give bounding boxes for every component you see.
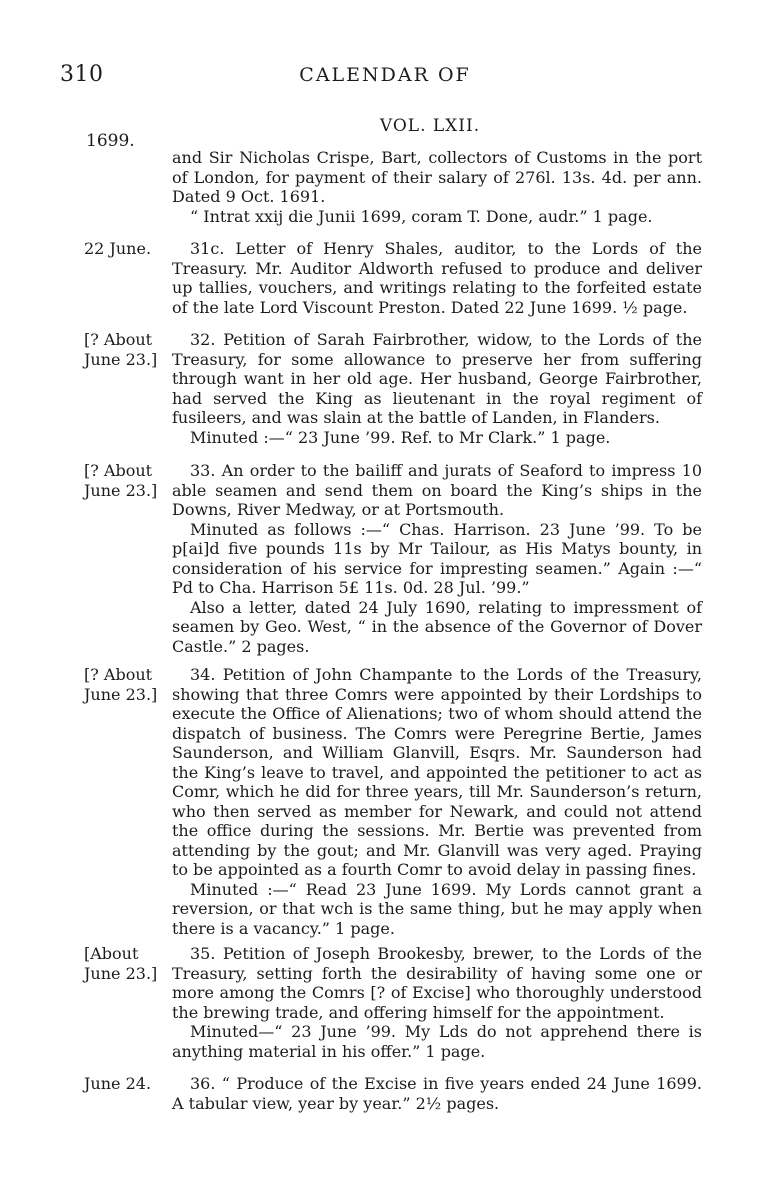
year-marginal: 1699. [86,131,135,151]
entry-paragraph: Also a letter, dated 24 July 1690, relating to impressment of seamen by Geo. West, “ in the absence of the Governor of Dover Castle.” 2 pages. [172,597,702,656]
page-header [0,62,770,92]
entry-paragraph: 32. Petition of Sarah Fairbrother, widow, to the Lords of the Treasury, for some allowance to preserve her from suffering through want in her old age. Her husband, George Fairbrother, had served the King as lieutenant in the royal regiment of fusileers, and was slain at the battle of Landen, in Flanders. [172,330,702,427]
entry-body [172,239,702,317]
entry-date: June 24. [84,1074,152,1093]
entry-date: 22 June. [84,239,152,258]
entry-paragraph: Minuted as follows :—“ Chas. Harrison. 23 June ’99. To be p[ai]d five pounds 11s by Mr Tailour, as His Matys bounty, in consideration of his service for impresting seamen.” Again :—“ Pd to Cha. Harrison 5£ 11s. 0d. 28 Jul. ’99.” [172,519,702,597]
entry-paragraph: Minuted :—“ Read 23 June 1699. My Lords cannot grant a reversion, or that wch is the same thing, but he may apply when there is a vacancy.” 1 page. [172,879,702,938]
entry-body [172,1074,702,1113]
entry-date: [? About June 23.] [84,330,158,369]
entry-paragraph: 36. “ Produce of the Excise in five years ended 24 June 1699. A tabular view, year by year.” 2½ pages. [172,1074,702,1113]
running-head: CALENDAR OF [299,64,471,86]
entry-body [172,461,702,656]
volume-heading: VOL. LXII. [379,116,481,136]
entry-date: [About June 23.] [84,944,158,983]
entry-body [172,944,702,1061]
entry-paragraph: Minuted :—“ 23 June ’99. Ref. to Mr Clark.” 1 page. [190,427,611,447]
entry-paragraph: 33. An order to the bailiff and jurats of Seaford to impress 10 able seamen and send them on board the King’s ships in the Downs, River Medway, or at Portsmouth. [172,461,702,519]
page-number: 310 [60,62,104,87]
entry-paragraph: 34. Petition of John Champante to the Lords of the Treasury, showing that three Comrs were appointed by their Lordships to execute the Office of Alienations; two of whom should attend the dispatch of business. The Comrs were Peregrine Bertie, James Saunderson, and William Glanvill, Esqrs. Mr. Saunderson had the King’s leave to travel, and appointed the petitioner to act as Comr, which he did for three years, till Mr. Saunderson’s return, who then served as member for Newark, and could not attend the office during the sessions. Mr. Bertie was prevented from attending by the gout; and Mr. Glanvill was very aged. Praying to be appointed as a fourth Comr to avoid delay in passing fines. [172,665,702,879]
entry-date: [? About June 23.] [84,461,158,500]
entry-paragraph: 31c. Letter of Henry Shales, auditor, to the Lords of the Treasury. Mr. Auditor Aldworth refused to produce and deliver up tallies, vouchers, and writings relating to the forfeited estate of the late Lord Viscount Preston. Dated 22 June 1699. ½ page. [172,239,702,317]
entry-paragraph: and Sir Nicholas Crispe, Bart, collectors of Customs in the port of London, for payment of their salary of 276l. 13s. 4d. per ann. Dated 9 Oct. 1691. [172,148,702,206]
entry-body [172,148,702,226]
entry-paragraph: 35. Petition of Joseph Brookesby, brewer, to the Lords of the Treasury, setting forth the desirability of having some one or more among the Comrs [? of Excise] who thoroughly understood the brewing trade, and offering himself for the appointment. [172,944,702,1022]
entry-paragraph: Minuted—“ 23 June ’99. My Lds do not apprehend there is anything material in his offer.” 1 page. [172,1022,702,1061]
entry-body [172,330,702,447]
entry-body [172,665,702,938]
entry-date: [? About June 23.] [84,665,158,704]
entry-paragraph: “ Intrat xxij die Junii 1699, coram T. Done, audr.” 1 page. [190,206,653,226]
